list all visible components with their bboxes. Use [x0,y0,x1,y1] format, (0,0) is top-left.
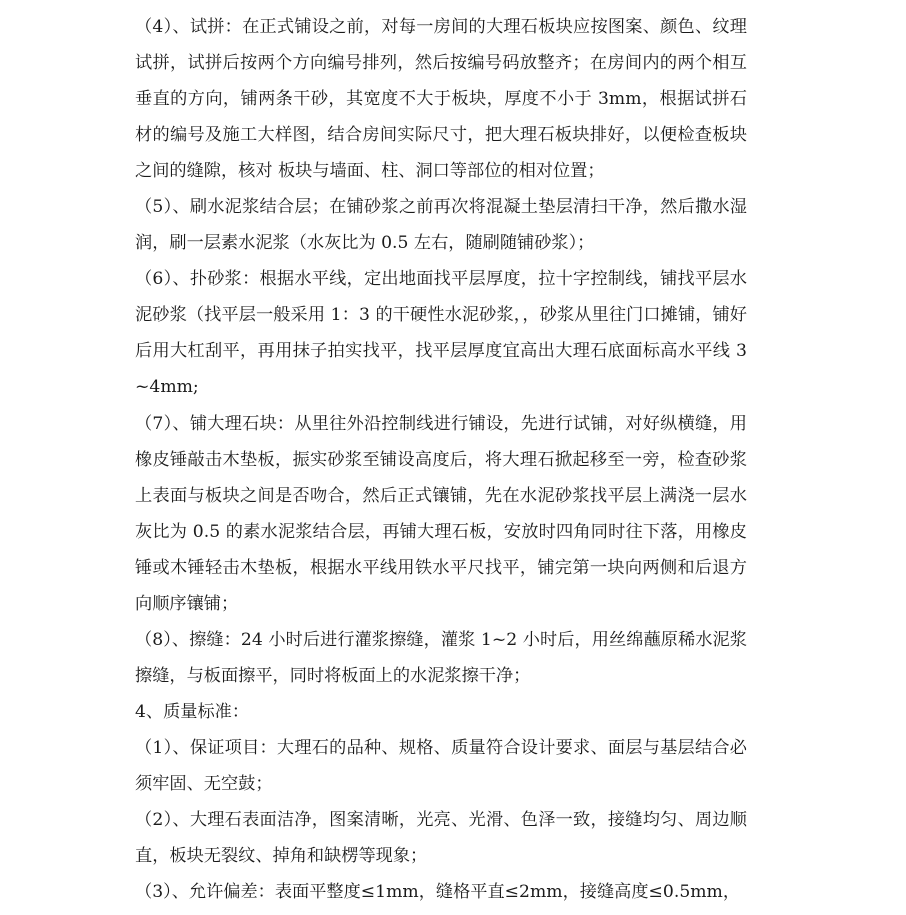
step-4-trial-layout: （4）、试拼：在正式铺设之前，对每一房间的大理石板块应按图案、颜色、纹理试拼，试拼后按两个方向编号排列，然后按编号码放整齐；在房间内的两个相互垂直的方向，铺两条干砂，其宽度不大于板块，厚度不小于 3mm，根据试拼石材的编号及施工大样图，结合房间实际尺寸，把大理石板块排好，以便检查板块之间的缝隙，核对 板块与墙面、柱、洞口等部位的相对位置； [135,17,747,182]
step-8-joint-grouting: （8）、擦缝：24 小时后进行灌浆擦缝，灌浆 1~2 小时后，用丝绵蘸原稀水泥浆擦缝，与板面擦平，同时将板面上的水泥浆擦干净； [135,629,747,686]
step-5-cement-bond-layer: （5）、刷水泥浆结合层；在铺砂浆之前再次将混凝土垫层清扫干净，然后撒水湿润，刷一层素水泥浆（水灰比为 0.5 左右，随刷随铺砂浆）； [135,197,747,254]
quality-item-1: （1）、保证项目：大理石的品种、规格、质量符合设计要求、面层与基层结合必须牢固、无空鼓； [135,737,747,794]
step-7-lay-marble: （7）、铺大理石块：从里往外沿控制线进行铺设，先进行试铺，对好纵横缝，用橡皮锤敲击木垫板，振实砂浆至铺设高度后，将大理石掀起移至一旁，检查砂浆上表面与板块之间是否吻合，然后正式镶铺，先在水泥砂浆找平层上满浇一层水灰比为 0.5 的素水泥浆结合层，再铺大理石板，安放时四角同时往下落，用橡皮锤或木锤轻击木垫板，根据水平线用铁水平尺找平，铺完第一块向两侧和后退方向顺序镶铺； [135,413,747,614]
quality-item-3: （3）、允许偏差：表面平整度≤1mm，缝格平直≤2mm，接缝高度≤0.5mm， [135,882,741,903]
step-6-mortar-leveling: （6）、扑砂浆：根据水平线，定出地面找平层厚度，拉十字控制线，铺找平层水泥砂浆（找平层一般采用 1：3 的干硬性水泥砂浆，，砂浆从里往门口摊铺，铺好后用大杠刮平，再用抹子拍实找平，找平层厚度宜高出大理石底面标高水平线 3~4mm; [135,269,747,398]
quality-item-2: （2）、大理石表面洁净，图案清晰，光亮、光滑、色泽一致，接缝均匀、周边顺直，板块无裂纹、掉角和缺楞等现象； [135,810,747,867]
section-heading-quality-standards: 4、质量标准： [135,701,250,722]
body-text [135,9,747,910]
